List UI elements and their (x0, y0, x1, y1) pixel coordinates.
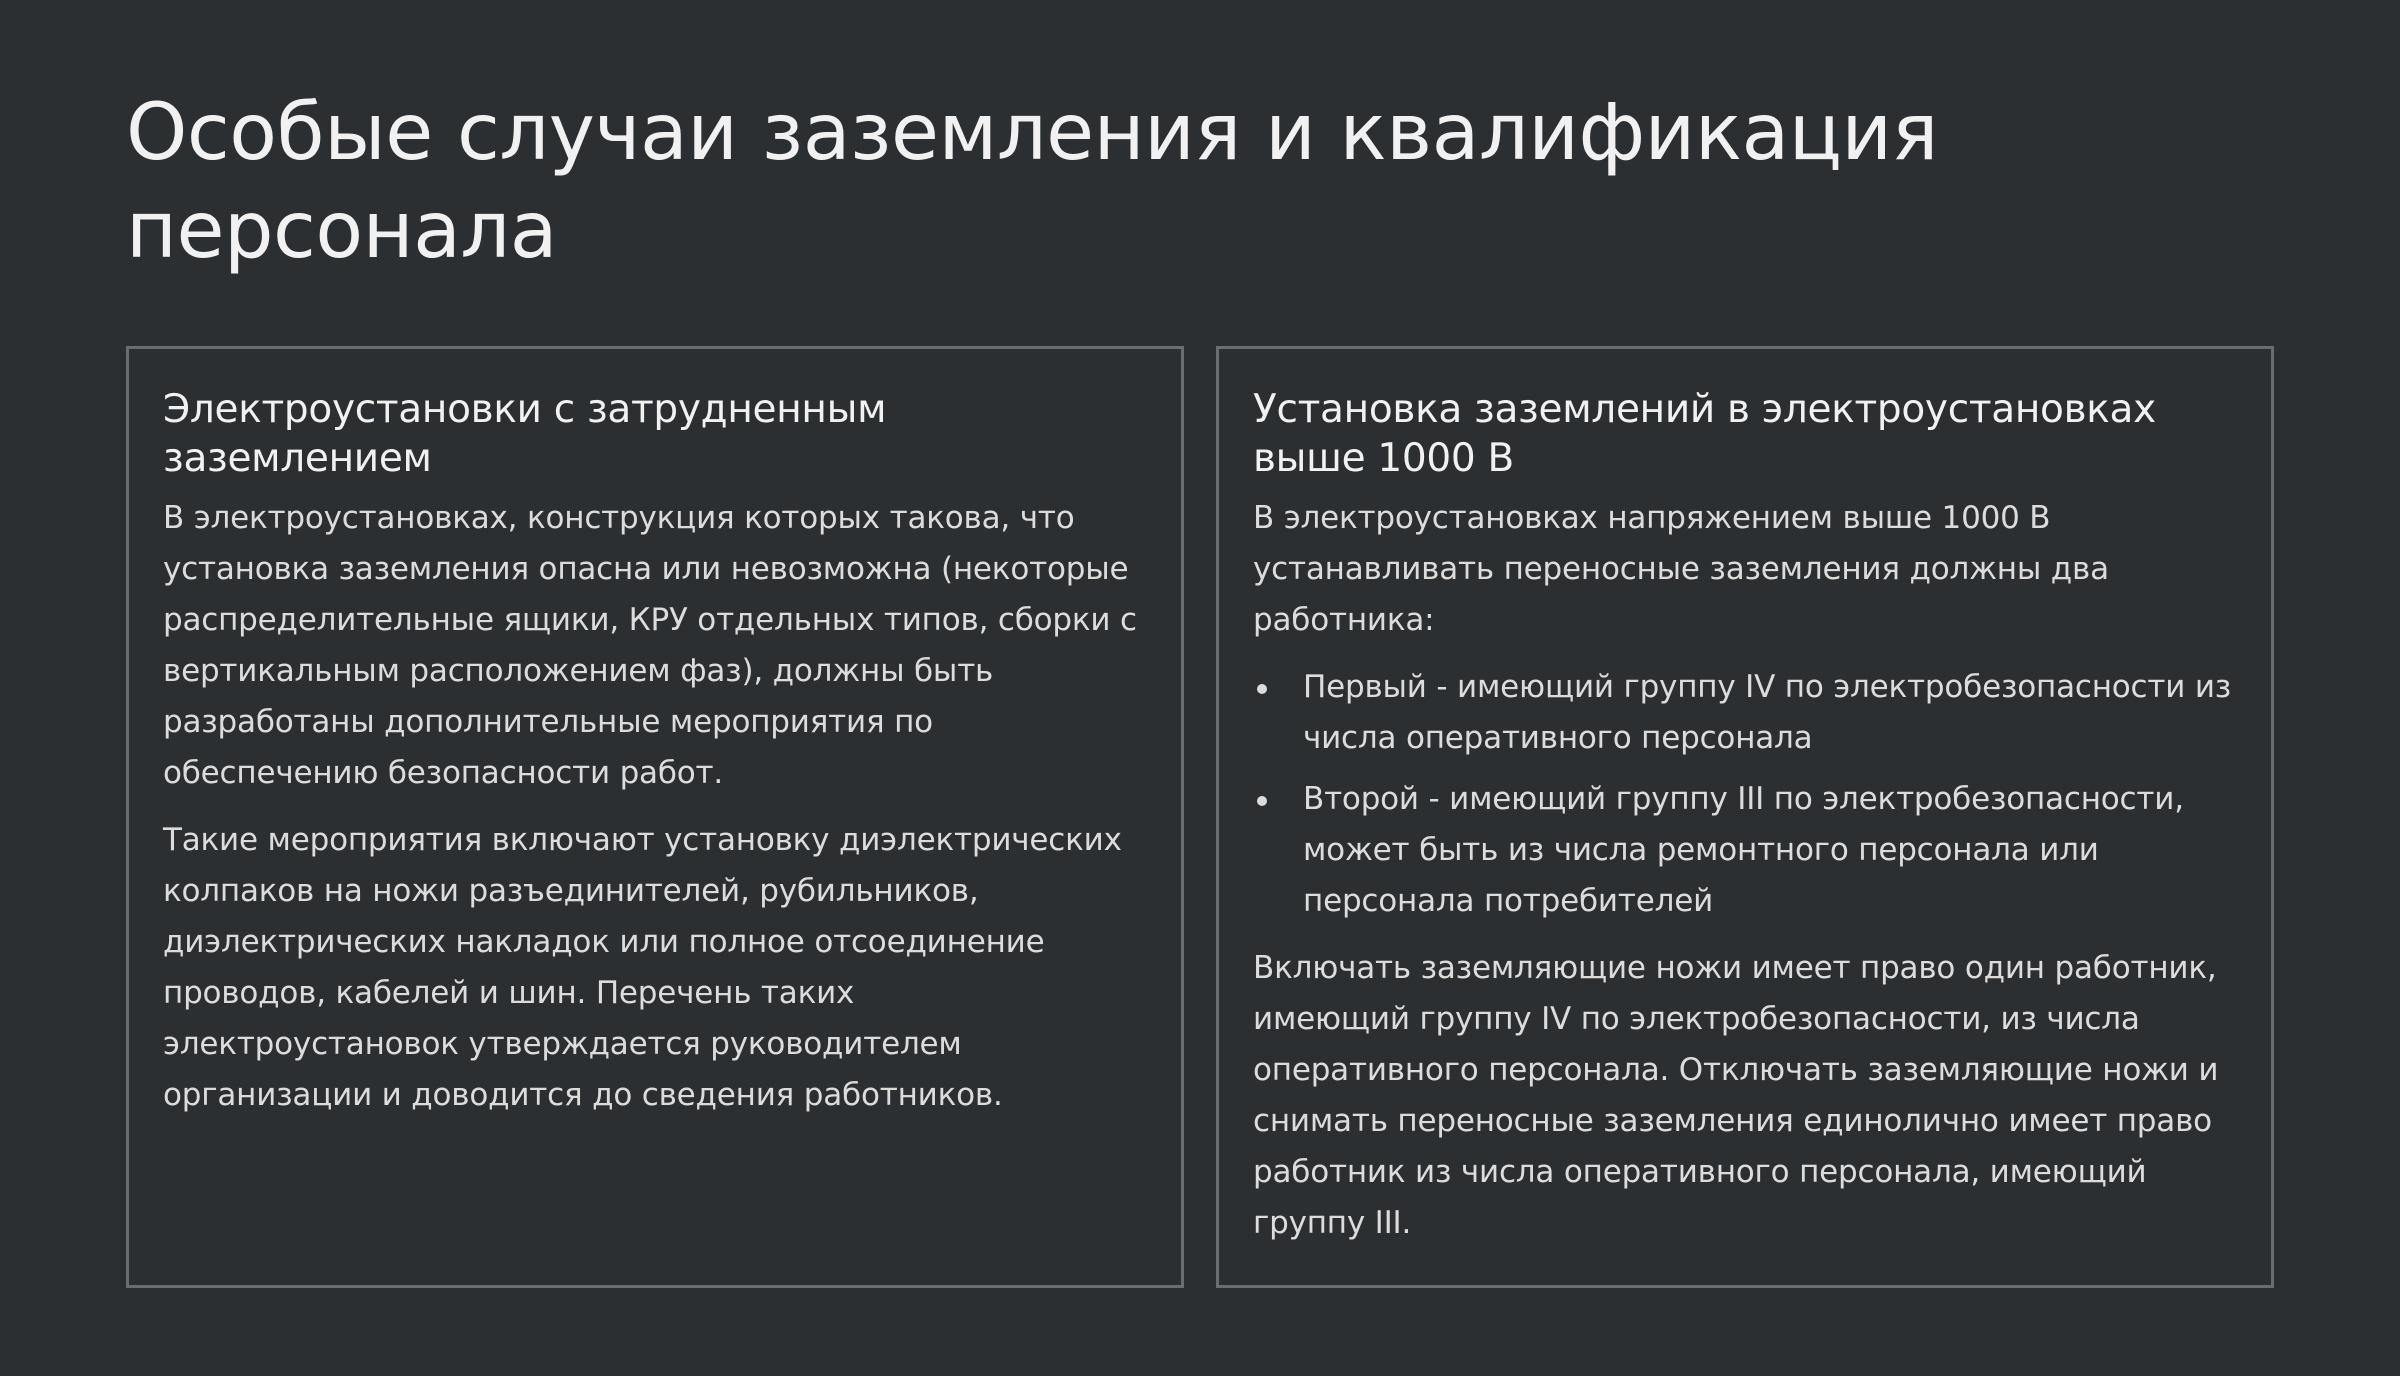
card-closing: Включать заземляющие ножи имеет право один работник, имеющий группу IV по электробезопасности, из числа оперативного персонала. Отключать заземляющие ножи и снимать переносные заземления единолично имеет право работник из числа оперативного персонала, имеющий группу III. (1253, 950, 2219, 1241)
card-above-1000v (1216, 346, 2274, 1288)
card-paragraph: Такие мероприятия включают установку диэлектрических колпаков на ножи разъединителей, рубильников, диэлектрических накладок или полное отсоединение проводов, кабелей и шин. Перечень таких электроустановок утверждается руководителем организации и доводится до сведения работников. (163, 822, 1122, 1113)
list-item-text: Первый - имеющий группу IV по электробезопасности из числа оперативного персонала (1303, 669, 2232, 756)
card-difficult-grounding (126, 346, 1184, 1288)
list-item (1253, 774, 2237, 927)
card-paragraph: В электроустановках, конструкция которых такова, что установка заземления опасна или невозможна (некоторые распределительные ящики, КРУ отдельных типов, сборки с вертикальным расположением фаз), должны быть разработаны дополнительные мероприятия по обеспечению безопасности работ. (163, 500, 1137, 791)
card-heading: Установка заземлений в электроустановках выше 1000 В (1253, 387, 2156, 481)
card-heading: Электроустановки с затрудненным заземлением (163, 387, 887, 481)
bullet-icon (1257, 684, 1267, 694)
list-item-text: Второй - имеющий группу III по электробезопасности, может быть из числа ремонтного персонала или персонала потребителей (1303, 781, 2184, 919)
bullet-icon (1257, 796, 1267, 806)
page-title: Особые случаи заземления и квалификация персонала (126, 88, 1938, 276)
card-intro: В электроустановках напряжением выше 1000 В устанавливать переносные заземления должны два работника: (1253, 500, 2109, 638)
list-item (1253, 662, 2237, 764)
worker-list (1253, 662, 2237, 927)
